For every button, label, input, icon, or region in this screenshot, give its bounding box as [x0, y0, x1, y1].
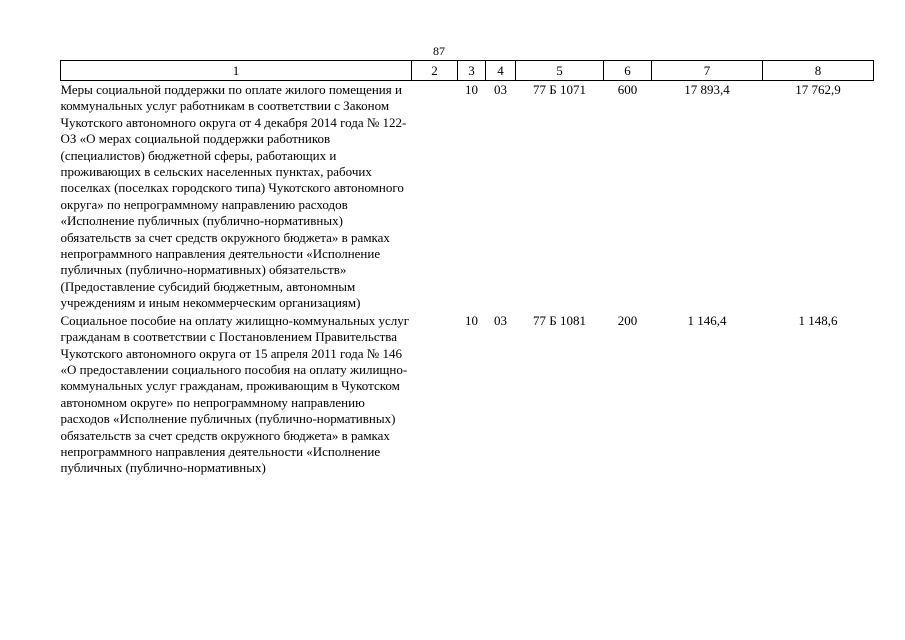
header-col-3: 3 [458, 61, 486, 81]
header-col-6: 6 [604, 61, 652, 81]
header-col-8: 8 [763, 61, 874, 81]
row-col-2 [412, 81, 458, 312]
table-row [61, 81, 874, 312]
row-description: Социальное пособие на оплату жилищно-коммунальных услуг гражданам в соответствии с Постановлением Правительства Чукотского автономного округа от 15 апреля 2011 года № 146 «О предоставлении социального пособия на оплату жилищно-коммунальных услуг гражданам, проживающим в Чукотском автономном округе» по непрограммному направлению расходов «Исполнение публичных (публично-нормативных) обязательств за счет средств окружного бюджета» в рамках непрограммного направления деятельности «Исполнение публичных (публично-нормативных) [60, 312, 410, 476]
row-amount-2: 17 762,9 [795, 82, 841, 97]
header-row [61, 61, 874, 81]
row-expense-type: 200 [617, 312, 638, 328]
row-col-2 [412, 312, 458, 477]
row-amount-2: 1 148,6 [798, 312, 838, 328]
row-description: Меры социальной поддержки по оплате жилого помещения и коммунальных услуг работникам в соответствии с Законом Чукотского автономного округа от 4 декабря 2014 года № 122-ОЗ «О мерах социальной поддержки работников (специалистов) бюджетной сферы, работающих и проживающих в сельских населенных пунктах, рабочих поселках (поселках городского типа) Чукотского автономного округа» по непрограммному направлению расходов «Исполнение публичных (публично-нормативных) обязательств за счет средств окружного бюджета» в рамках непрограммного направления деятельности «Исполнение публичных (публично-нормативных) обязательств» (Предоставление субсидий бюджетным, автономным учреждениям и иным некоммерческим организациям) [60, 82, 407, 311]
header-col-4: 4 [486, 61, 516, 81]
header-col-5: 5 [516, 61, 604, 81]
row-section: 10 [465, 312, 478, 328]
row-subsection: 03 [494, 312, 507, 328]
budget-table [60, 60, 874, 477]
row-target-code: 77 Б 1081 [533, 312, 586, 328]
row-section: 10 [465, 82, 478, 97]
page-number: 87 [433, 44, 445, 58]
header-col-7: 7 [652, 61, 763, 81]
row-amount-1: 17 893,4 [684, 82, 730, 97]
row-expense-type: 600 [617, 82, 638, 97]
table-row [61, 312, 874, 477]
header-col-2: 2 [412, 61, 458, 81]
header-col-1: 1 [61, 61, 412, 81]
row-subsection: 03 [494, 82, 507, 97]
row-amount-1: 1 146,4 [687, 312, 727, 328]
row-target-code: 77 Б 1071 [533, 82, 586, 97]
